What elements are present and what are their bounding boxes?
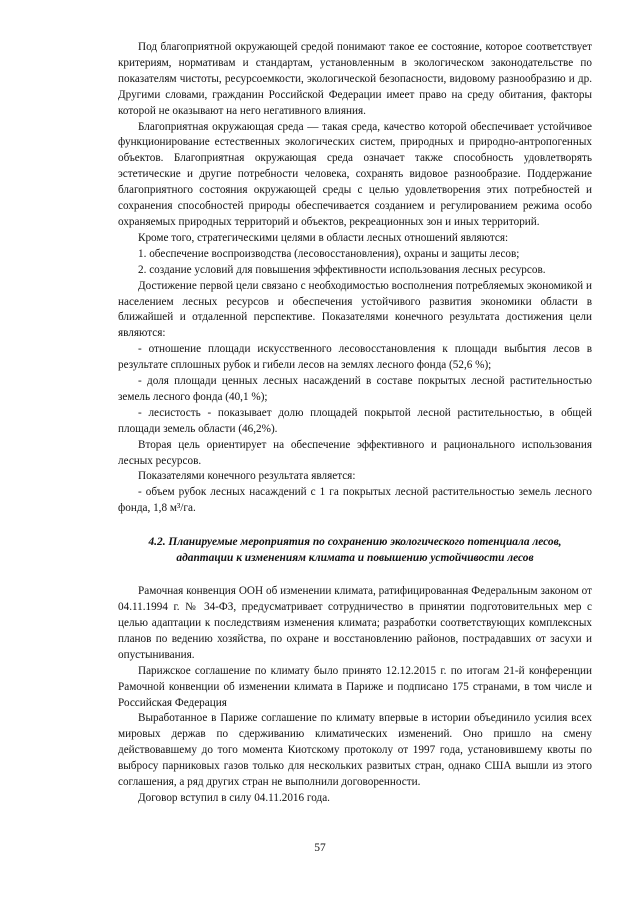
paragraph-strategic-goals-intro: Кроме того, стратегическими целями в области лесных отношений являются:: [138, 231, 509, 244]
document-page: [118, 40, 592, 807]
paragraph-indicators-intro: Показателями конечного результата является:: [138, 470, 356, 483]
page-number: 57: [314, 842, 326, 854]
paragraph-treaty-entry-into-force: Договор вступил в силу 04.11.2016 года.: [138, 791, 330, 804]
list-item-indicator-logging-volume: - объем рубок лесных насаждений с 1 га покрытых лесной растительностью земель лесного фонда, 1,8 м³/га.: [118, 486, 592, 515]
paragraph-favorable-environment-definition: Под благоприятной окружающей средой понимают такое ее состояние, которое соответствует критериям, нормативам и стандартам, установленным в экологическом законодательстве по показателям чистоты, ресурсоемкости, экологической безопасности, видовому разнообразию и др. Другими словами, гражданин Российской Федерации имеет право на среду обитания, факторы которой не оказывают на него негативного влияния.: [118, 41, 592, 117]
section-heading: 4.2. Планируемые мероприятия по сохранению экологического потенциала лесов, адаптации к изменениям климата и повышению устойчивости лесов: [148, 536, 562, 565]
list-item-goal-1: 1. обеспечение воспроизводства (лесовосстановления), охраны и защиты лесов;: [138, 247, 520, 260]
paragraph-paris-agreement-adoption: Парижское соглашение по климату было принято 12.12.2015 г. по итогам 21-й конференции Рамочной конвенции об изменении климата в Париже и подписано 175 странами, в том числе и Российская Федерация: [118, 664, 592, 709]
list-item-indicator-valuable-stands: - доля площади ценных лесных насаждений в составе покрытых лесной растительностью земель лесного фонда (40,1 %);: [118, 375, 592, 403]
paragraph-paris-agreement-history: Выработанное в Париже соглашение по климату впервые в истории объединило усилия всех мировых держав по сдерживанию климатических изменений. Оно пришло на смену действовавшему до того момента Киотскому протоколу от 1997 года, установившему квоты по выбросу парниковых газов только для нескольких развитых стран, однако США вышли из этого соглашения, а ряд других стран не выполнили договоренности.: [118, 712, 592, 789]
paragraph-first-goal: Достижение первой цели связано с необходимостью восполнения потребляемых экономикой и населением лесных ресурсов и обеспечения устойчивого развития экономики области в ближайшей и отдаленной перспективе. Показателями конечного результата достижения цели являются:: [118, 279, 592, 340]
list-item-goal-2: 2. создание условий для повышения эффективности использования лесных ресурсов.: [138, 263, 546, 276]
paragraph-second-goal: Вторая цель ориентирует на обеспечение эффективного и рационального использования лесных ресурсов.: [118, 438, 592, 467]
paragraph-favorable-environment-quality: Благоприятная окружающая среда — такая среда, качество которой обеспечивает устойчивое функционирование естественных экологических систем, природных и природно-антропогенных объектов. Благоприятная окружающая среда означает также способность удовлетворять эстетические и другие потребности человека, сохранять видовое разнообразие. Поддержание благоприятного состояния окружающей среды с целью удовлетворения этих потребностей и сохранения способностей природы обеспечивается созданием и регулированием режима особо охраняемых природных территорий и объектов, рекреационных зон и иных территорий.: [118, 120, 592, 228]
list-item-indicator-reforestation: - отношение площади искусственного лесовосстановления к площади выбытия лесов в результате сплошных рубок и гибели лесов на землях лесного фонда (52,6 %);: [118, 343, 592, 372]
list-item-indicator-forest-cover: - лесистость - показывает долю площадей покрытой лесной растительностью, в общей площади земель области (46,2%).: [118, 406, 592, 435]
paragraph-un-framework-convention: Рамочная конвенция ООН об изменении климата, ратифицированная Федеральным законом от 04.11.1994 г. № 34-ФЗ, предусматривает сотрудничество в принятии подготовительных мер с целью адаптации к последствиям изменения климата; разработки соответствующих комплексных планов по ведению хозяйства, по охране и восстановлению районов, пострадавших от засухи и опустынивания.: [118, 585, 592, 661]
